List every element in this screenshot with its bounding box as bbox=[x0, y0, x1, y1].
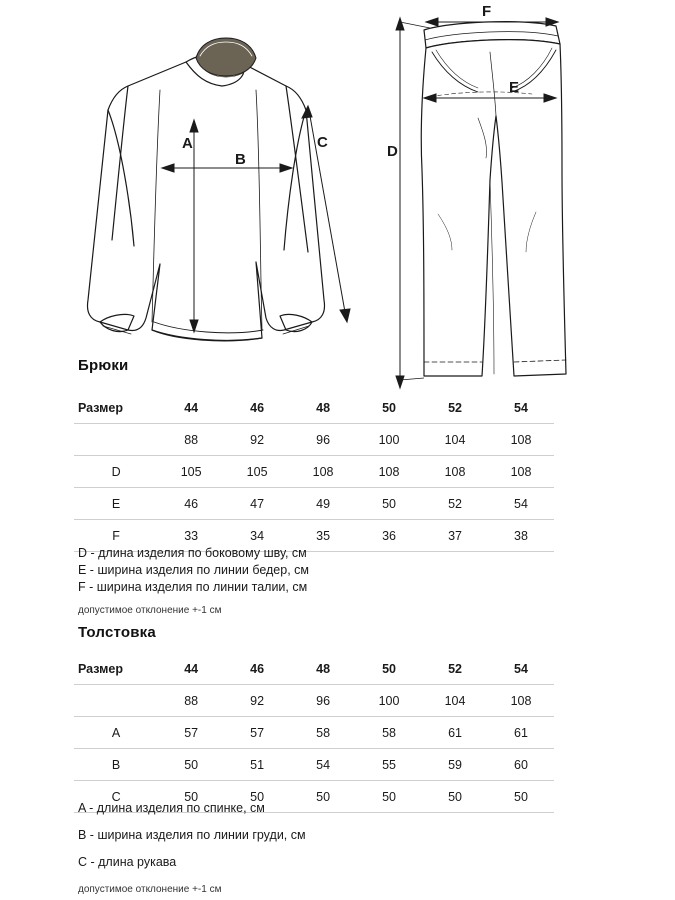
label-d: D bbox=[387, 143, 398, 160]
cell: 108 bbox=[488, 685, 554, 717]
label-a: A bbox=[182, 135, 193, 152]
cell: 50 bbox=[422, 781, 488, 813]
cell: 35 bbox=[290, 520, 356, 552]
cell: 105 bbox=[224, 456, 290, 488]
cell: 55 bbox=[356, 749, 422, 781]
section-title-hoodie: Толстовка bbox=[78, 624, 156, 641]
cell: 49 bbox=[290, 488, 356, 520]
cell: 108 bbox=[422, 456, 488, 488]
table-header-row bbox=[74, 653, 554, 685]
cell: 108 bbox=[290, 456, 356, 488]
cell: 54 bbox=[488, 488, 554, 520]
legend-line-f: F - ширина изделия по линии талии, см bbox=[78, 580, 308, 594]
column-header-54: 54 bbox=[514, 400, 528, 415]
table-header-row bbox=[74, 392, 554, 424]
cell: 38 bbox=[488, 520, 554, 552]
column-header-50: 50 bbox=[382, 400, 396, 415]
label-e: E bbox=[509, 79, 520, 96]
cell: 37 bbox=[422, 520, 488, 552]
label-c: C bbox=[317, 134, 328, 151]
cell: 100 bbox=[356, 424, 422, 456]
legend-line-b: B - ширина изделия по линии груди, см bbox=[78, 828, 306, 842]
legend-line-c: C - длина рукава bbox=[78, 855, 177, 869]
row-label bbox=[74, 685, 158, 717]
cell: 36 bbox=[356, 520, 422, 552]
cell: 92 bbox=[224, 685, 290, 717]
cell: 88 bbox=[158, 685, 224, 717]
table-row bbox=[74, 685, 554, 717]
cell: 108 bbox=[356, 456, 422, 488]
column-header-46: 46 bbox=[250, 661, 265, 676]
legend-hoodie bbox=[78, 800, 306, 898]
table-row bbox=[74, 424, 554, 456]
cell: 59 bbox=[422, 749, 488, 781]
garment-illustration bbox=[0, 0, 675, 390]
cell: 96 bbox=[290, 685, 356, 717]
column-header-44: 44 bbox=[184, 400, 199, 415]
row-label: A bbox=[74, 717, 158, 749]
column-header-50: 50 bbox=[382, 661, 396, 676]
cell: 108 bbox=[488, 456, 554, 488]
label-b: B bbox=[235, 151, 246, 168]
size-table-hoodie bbox=[74, 653, 554, 813]
cell: 50 bbox=[224, 781, 290, 813]
legend-line-a: A - длина изделия по спинке, см bbox=[78, 801, 265, 815]
cell: 60 bbox=[488, 749, 554, 781]
cell: 50 bbox=[488, 781, 554, 813]
row-label bbox=[74, 424, 158, 456]
column-header-size: Размер bbox=[78, 661, 124, 676]
cell: 46 bbox=[158, 488, 224, 520]
column-header-size: Размер bbox=[78, 400, 124, 415]
cell: 88 bbox=[158, 424, 224, 456]
row-label: F bbox=[74, 520, 158, 552]
row-label: C bbox=[74, 781, 158, 813]
cell: 58 bbox=[356, 717, 422, 749]
table-row bbox=[74, 749, 554, 781]
cell: 108 bbox=[488, 424, 554, 456]
cell: 47 bbox=[224, 488, 290, 520]
cell: 100 bbox=[356, 685, 422, 717]
cell: 51 bbox=[224, 749, 290, 781]
tolerance-note: допустимое отклонение +-1 см bbox=[78, 884, 222, 895]
cell: 50 bbox=[356, 488, 422, 520]
cell: 50 bbox=[290, 781, 356, 813]
row-label: B bbox=[74, 749, 158, 781]
row-label: D bbox=[74, 456, 158, 488]
cell: 57 bbox=[224, 717, 290, 749]
legend-line-d: D - длина изделия по боковому шву, см bbox=[78, 546, 307, 560]
cell: 50 bbox=[158, 749, 224, 781]
cell: 54 bbox=[290, 749, 356, 781]
cell: 61 bbox=[422, 717, 488, 749]
size-table-pants bbox=[74, 392, 554, 552]
cell: 34 bbox=[224, 520, 290, 552]
cell: 33 bbox=[158, 520, 224, 552]
cell: 50 bbox=[158, 781, 224, 813]
table-row bbox=[74, 456, 554, 488]
column-header-52: 52 bbox=[448, 400, 462, 415]
table-row bbox=[74, 717, 554, 749]
cell: 92 bbox=[224, 424, 290, 456]
row-label: E bbox=[74, 488, 158, 520]
cell: 104 bbox=[422, 685, 488, 717]
section-title-pants: Брюки bbox=[78, 357, 129, 374]
cell: 61 bbox=[488, 717, 554, 749]
cell: 57 bbox=[158, 717, 224, 749]
table-row bbox=[74, 488, 554, 520]
column-header-52: 52 bbox=[448, 661, 462, 676]
cell: 58 bbox=[290, 717, 356, 749]
cell: 105 bbox=[158, 456, 224, 488]
column-header-46: 46 bbox=[250, 400, 265, 415]
column-header-48: 48 bbox=[316, 661, 331, 676]
cell: 104 bbox=[422, 424, 488, 456]
cell: 96 bbox=[290, 424, 356, 456]
tolerance-note: допустимое отклонение +-1 см bbox=[78, 605, 222, 616]
column-header-54: 54 bbox=[514, 661, 528, 676]
column-header-44: 44 bbox=[184, 661, 199, 676]
legend-line-e: E - ширина изделия по линии бедер, см bbox=[78, 563, 309, 577]
cell: 52 bbox=[422, 488, 488, 520]
cell: 50 bbox=[356, 781, 422, 813]
column-header-48: 48 bbox=[316, 400, 331, 415]
legend-pants bbox=[78, 545, 309, 619]
label-f: F bbox=[482, 3, 492, 20]
